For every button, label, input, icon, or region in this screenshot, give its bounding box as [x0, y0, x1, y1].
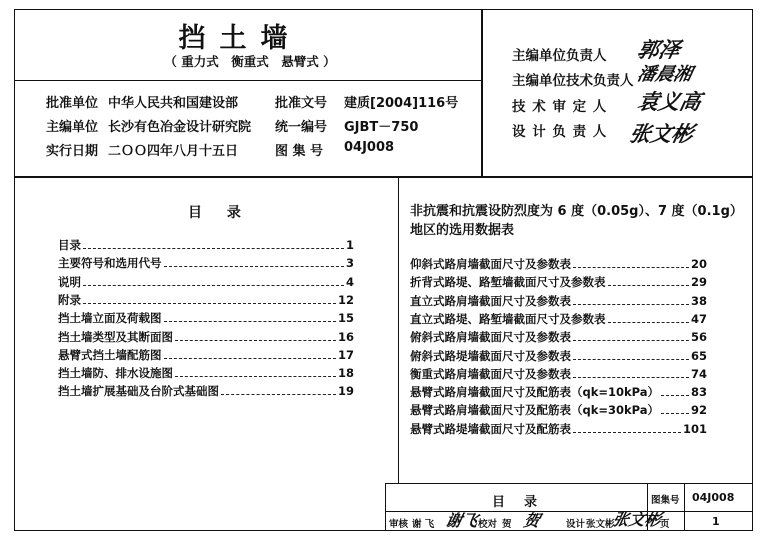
- meta-label-approver: 批准单位: [46, 96, 99, 111]
- toc-item-label: 俯斜式路肩墙截面尺寸及参数表: [410, 330, 571, 345]
- toc-item[interactable]: [410, 293, 707, 309]
- toc-leader-line: [83, 285, 344, 286]
- meta-label-approval-no: 批准文号: [275, 96, 328, 111]
- role-tech-chief: 主编单位技术负责人: [512, 73, 634, 89]
- signature-design-lead: 张文彬: [627, 121, 696, 146]
- toc-item-label: 附录: [58, 292, 81, 307]
- body-vertical-divider: [398, 177, 399, 483]
- toc-item[interactable]: [410, 256, 707, 272]
- titleblock-top-rule: [385, 483, 753, 484]
- toc-item-page: 92: [690, 403, 707, 418]
- toc-leader-line: [661, 413, 689, 414]
- toc-item-label: 挡土墙防、排水设施图: [58, 366, 173, 381]
- meta-value-date: 二ＯＯ四年八月十五日: [108, 144, 239, 159]
- review-label: 审核: [389, 519, 409, 530]
- toc-item[interactable]: [58, 329, 354, 345]
- toc-leader-line: [83, 303, 336, 304]
- toc-item[interactable]: [410, 329, 707, 345]
- toc-leader-line: [573, 267, 689, 268]
- toc-item-label: 挡土墙类型及其断面图: [58, 329, 173, 344]
- meta-label-unified-no: 统一编号: [275, 120, 328, 135]
- toc-item-label: 悬臂式路肩墙截面尺寸及配筋表（qk=10kPa）: [410, 385, 660, 400]
- meta-value-approval-no: 建质[2004]116号: [344, 96, 459, 111]
- toc-item[interactable]: [58, 347, 354, 363]
- toc-leader-line: [608, 285, 689, 286]
- toc-item-page: 16: [337, 329, 354, 344]
- toc-item-page: 83: [690, 385, 707, 400]
- titleblock-atlas-value-divider: [684, 483, 685, 531]
- toc-item-label: 悬臂式路堤墙截面尺寸及配筋表: [410, 421, 571, 436]
- toc-item-label: 悬臂式路肩墙截面尺寸及配筋表（qk=30kPa）: [410, 403, 660, 418]
- toc-item-label: 衡重式路肩墙截面尺寸及参数表: [410, 366, 571, 381]
- toc-item-page: 38: [690, 293, 707, 308]
- page-label: 页: [660, 519, 670, 530]
- toc-item-label: 俯斜式路堤墙截面尺寸及参数表: [410, 348, 571, 363]
- design-name: 张文彬: [586, 519, 615, 530]
- data-tables-heading-line2: 地区的选用数据表: [410, 223, 515, 238]
- toc-item-label: 挡土墙立面及荷载图: [58, 311, 162, 326]
- toc-item-label: 挡土墙扩展基础及台阶式基础图: [58, 384, 219, 399]
- toc-item[interactable]: [58, 383, 354, 399]
- toc-item[interactable]: [58, 237, 354, 253]
- meta-label-atlas-no: 图 集 号: [275, 144, 324, 159]
- toc-item-page: 4: [345, 274, 354, 289]
- toc-item-label: 主要符号和选用代号: [58, 256, 162, 271]
- meta-value-editor: 长沙有色冶金设计研究院: [108, 120, 252, 135]
- toc-item-page: 101: [682, 421, 707, 436]
- toc-leader-line: [164, 321, 336, 322]
- toc-item[interactable]: [410, 384, 707, 400]
- atlas-no-value: 04J008: [692, 491, 735, 504]
- meta-value-approver: 中华人民共和国建设部: [108, 96, 239, 111]
- toc-item-label: 仰斜式路肩墙截面尺寸及参数表: [410, 257, 571, 271]
- toc-leader-line: [164, 358, 336, 359]
- toc-leader-line: [175, 376, 336, 377]
- sheet-title: 目 录: [492, 495, 541, 510]
- toc-item[interactable]: [58, 365, 354, 381]
- toc-item[interactable]: [58, 274, 354, 290]
- toc-item[interactable]: [410, 311, 707, 327]
- toc-leader-line: [573, 340, 689, 341]
- toc-item-page: 74: [690, 366, 707, 381]
- signature-reviewer: 袁义高: [635, 89, 704, 114]
- meta-value-atlas-no: 04J008: [344, 140, 395, 155]
- toc-leader-line: [221, 394, 336, 395]
- toc-item-page: 47: [690, 311, 707, 326]
- titleblock-left-rule: [385, 483, 386, 531]
- signature-chief-editor: 郭泽: [635, 37, 683, 62]
- toc-leader-line: [573, 432, 681, 433]
- toc-item-label: 直立式路肩墙截面尺寸及参数表: [410, 293, 571, 308]
- toc-item[interactable]: [410, 348, 707, 364]
- header-divider: [14, 176, 753, 178]
- toc-item-page: 29: [690, 275, 707, 290]
- toc-item-label: 说明: [58, 274, 81, 289]
- toc-item-label: 直立式路堤、路堑墙截面尺寸及参数表: [410, 311, 606, 326]
- meta-label-editor: 主编单位: [46, 120, 99, 135]
- meta-label-date: 实行日期: [46, 144, 99, 159]
- review-name: 谢 飞: [412, 519, 435, 530]
- toc-leader-line: [573, 359, 689, 360]
- toc-item-page: 3: [345, 256, 354, 271]
- toc-item-page: 18: [337, 366, 354, 381]
- toc-leader-line: [661, 395, 689, 396]
- signature-tech-chief: 潘晨湘: [635, 64, 694, 85]
- toc-leader-line: [83, 248, 344, 249]
- page-number: 1: [712, 515, 720, 528]
- role-design-lead: 设 计 负 责 人: [512, 124, 608, 140]
- toc-leader-line: [573, 377, 689, 378]
- toc-item[interactable]: [58, 255, 354, 271]
- toc-item-page: 1: [345, 238, 354, 252]
- check-name: 贺: [502, 519, 512, 530]
- toc-item-page: 20: [690, 257, 707, 271]
- toc-leader-line: [573, 304, 689, 305]
- toc-item-label: 折背式路堤、路堑墙截面尺寸及参数表: [410, 275, 606, 290]
- role-reviewer: 技 术 审 定 人: [512, 99, 608, 115]
- toc-leader-line: [608, 322, 689, 323]
- toc-item[interactable]: [410, 402, 707, 418]
- titleblock-mid-rule: [385, 511, 753, 512]
- meta-top-rule: [14, 80, 481, 81]
- toc-item[interactable]: [410, 366, 707, 382]
- toc-item[interactable]: [58, 292, 354, 308]
- toc-item[interactable]: [58, 310, 354, 326]
- toc-item-page: 17: [337, 347, 354, 362]
- check-signature: 贺: [521, 511, 542, 530]
- review-signature: 谢飞: [443, 511, 480, 530]
- toc-item-label: 目录: [58, 238, 81, 252]
- header-vertical-divider: [481, 9, 483, 177]
- toc-item-label: 悬臂式挡土墙配筋图: [58, 347, 162, 362]
- design-label: 设计: [566, 519, 586, 530]
- check-label: 校对: [478, 519, 498, 530]
- toc-item-page: 19: [337, 384, 354, 399]
- toc-item-page: 56: [690, 330, 707, 345]
- toc-heading: 目 录: [188, 205, 251, 221]
- toc-leader-line: [164, 266, 344, 267]
- toc-leader-line: [175, 340, 336, 341]
- toc-item-page: 12: [337, 292, 354, 307]
- toc-item-page: 65: [690, 348, 707, 363]
- page-subtitle: （ 重力式 衡重式 悬臂式 ）: [164, 54, 336, 69]
- atlas-no-label: 图集号: [651, 495, 680, 506]
- meta-value-unified-no: GJBT－750: [344, 120, 419, 135]
- toc-item-page: 15: [337, 311, 354, 326]
- design-signature: 张文彬: [610, 510, 663, 529]
- toc-item[interactable]: [410, 274, 707, 290]
- data-tables-heading-line1: 非抗震和抗震设防烈度为 6 度（0.05g）、7 度（0.1g）: [410, 204, 743, 219]
- toc-item[interactable]: [410, 421, 707, 437]
- page-title: 挡土墙: [178, 23, 302, 54]
- role-chief-editor: 主编单位负责人: [512, 48, 607, 64]
